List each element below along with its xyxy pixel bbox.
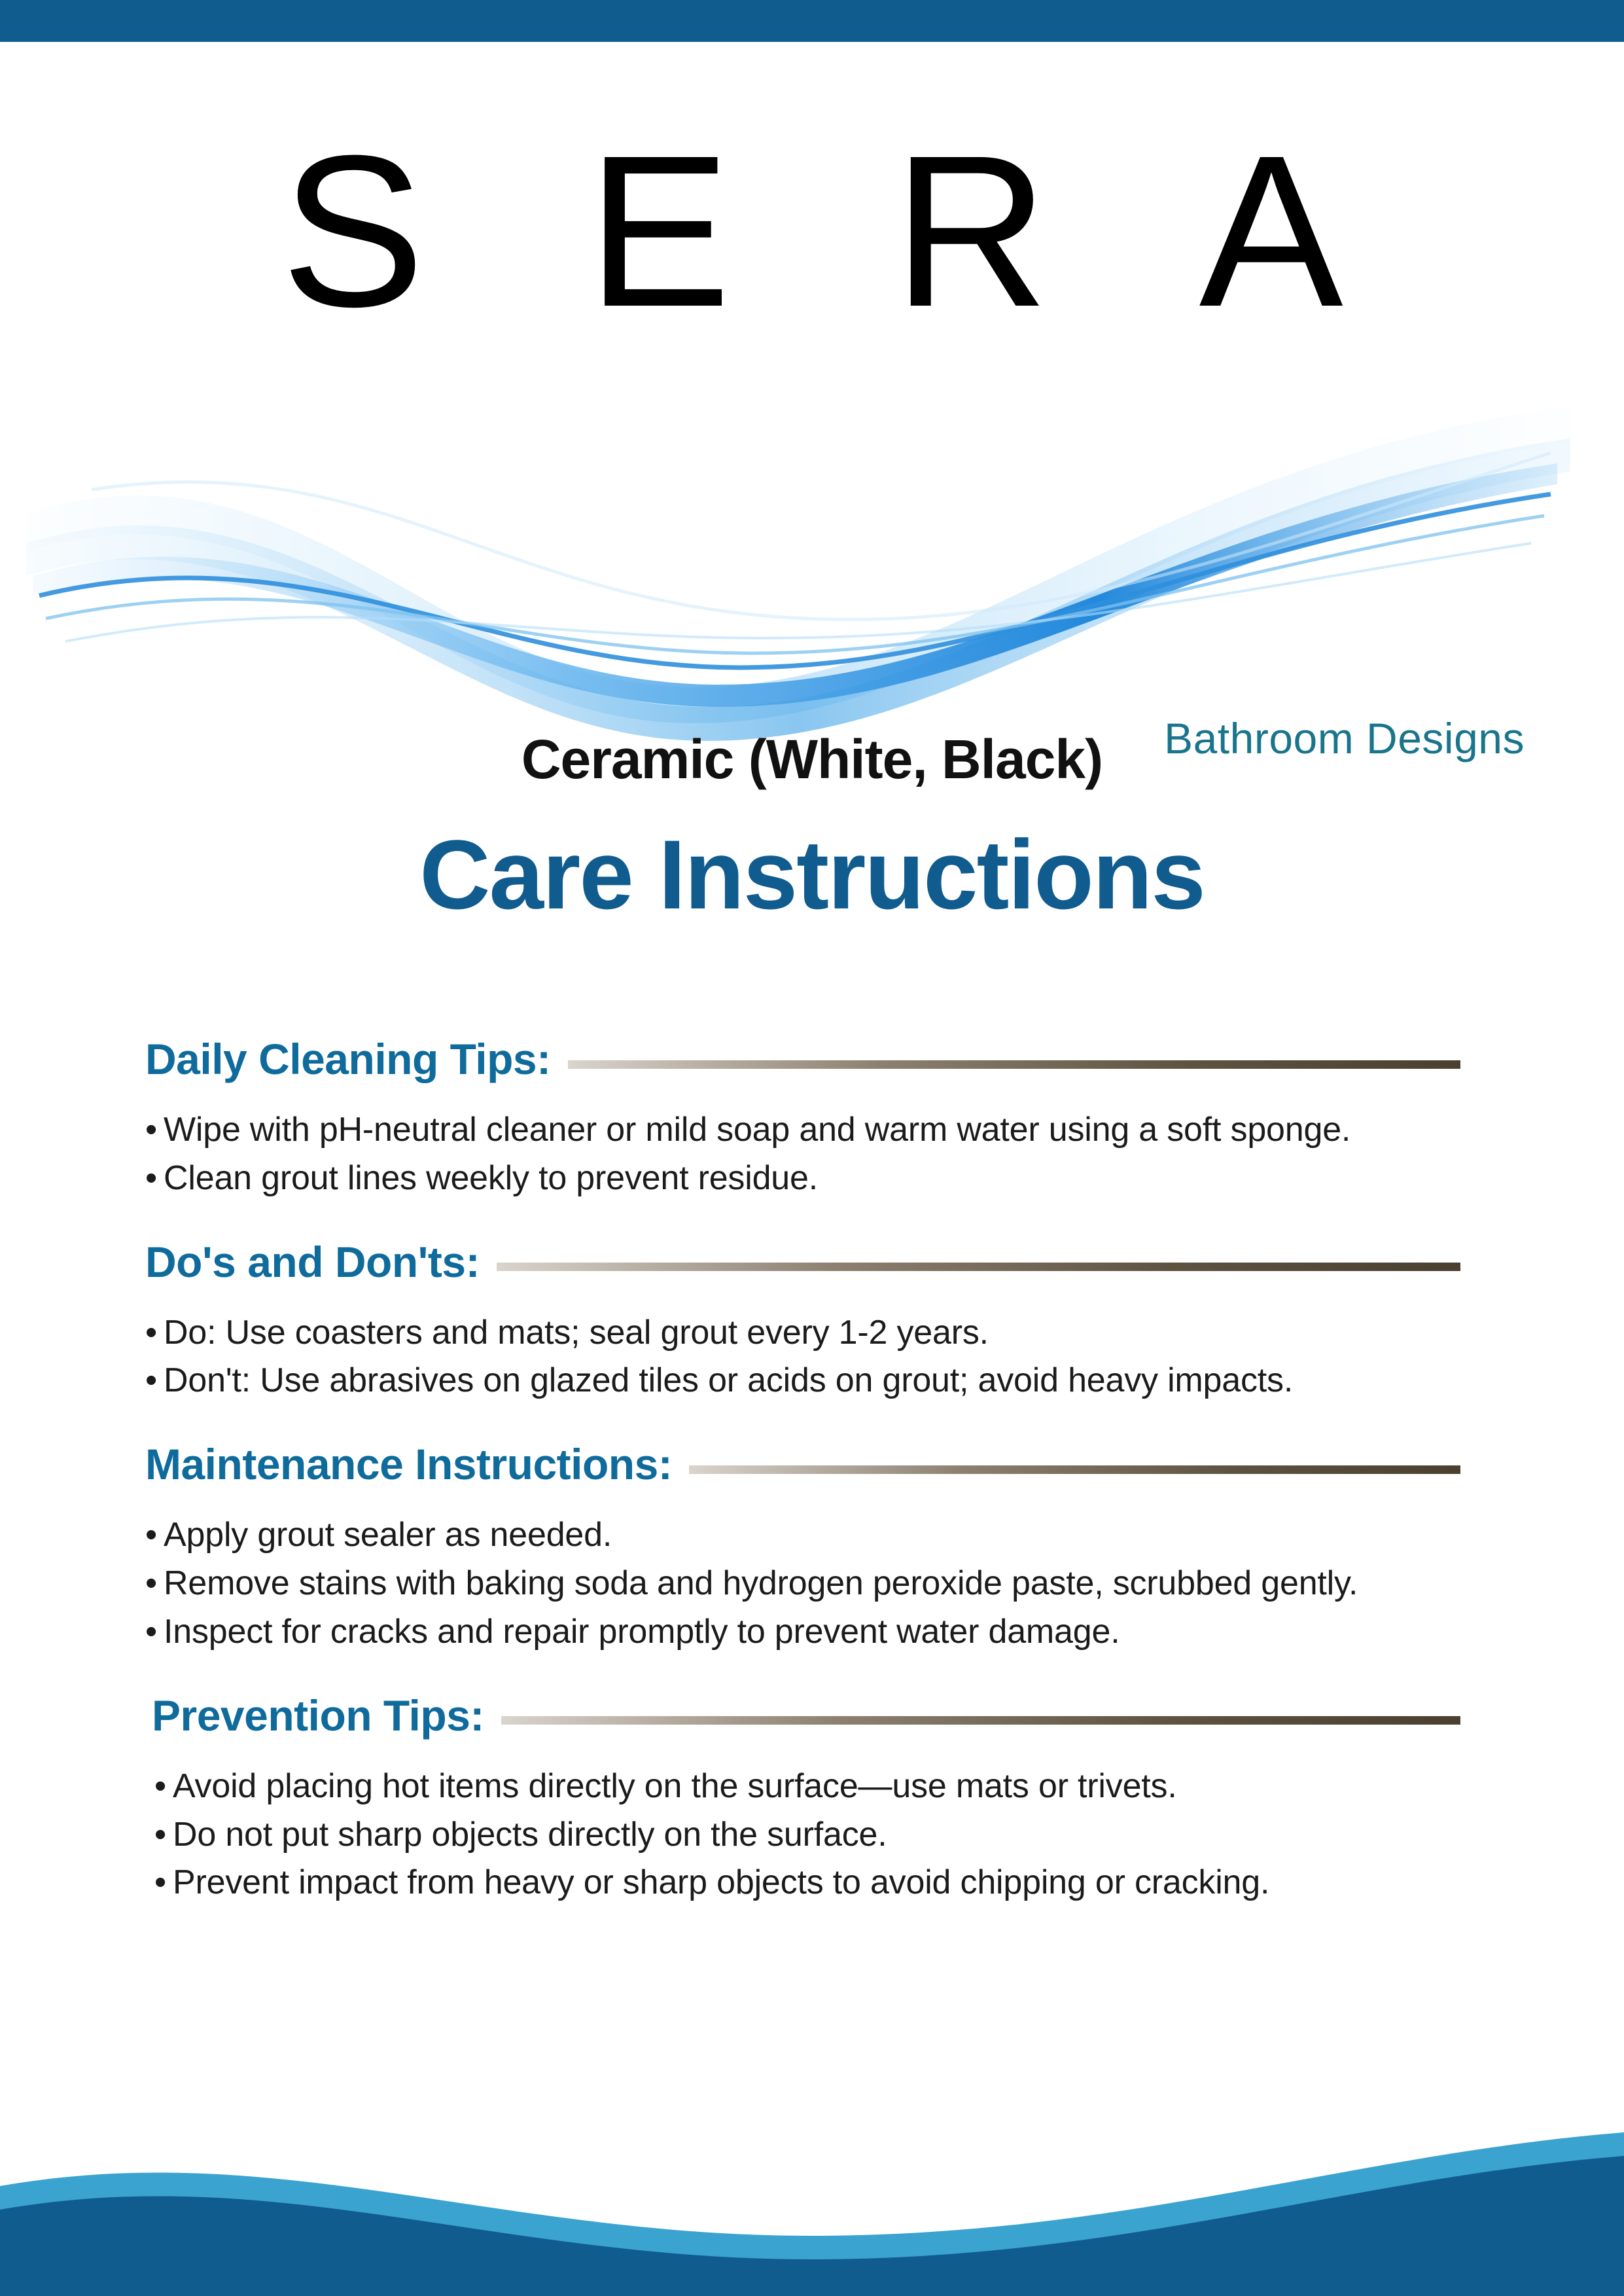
section-divider (501, 1716, 1460, 1725)
list-item-text: Do: Use coasters and mats; seal grout every 1-2 years. (164, 1313, 989, 1352)
list-item-text: Don't: Use abrasives on glazed tiles or acids on grout; avoid heavy impacts. (164, 1361, 1294, 1400)
brand-logo-text: S E R A (281, 110, 1394, 351)
section-body (0, 1106, 1624, 1203)
list-item-text: Wipe with pH-neutral cleaner or mild soap and warm water using a soft sponge. (164, 1111, 1351, 1149)
list-item-text: Do not put sharp objects directly on the surface. (173, 1815, 887, 1854)
section-title: Prevention Tips: (152, 1691, 484, 1740)
section-divider (568, 1060, 1460, 1069)
list-item (145, 1309, 1506, 1357)
section-dos-and-donts (0, 1237, 1624, 1406)
section-body (0, 1763, 1624, 1907)
list-item (145, 1357, 1506, 1405)
bullet-icon: • (145, 1111, 158, 1149)
wave-graphic (26, 380, 1570, 746)
list-item (145, 1560, 1506, 1608)
section-title: Daily Cleaning Tips: (145, 1035, 551, 1083)
list-item-text: Clean grout lines weekly to prevent residue. (164, 1158, 818, 1197)
section-title: Do's and Don'ts: (145, 1237, 480, 1286)
list-item (145, 1511, 1506, 1560)
section-header (0, 1237, 1624, 1287)
list-item (145, 1155, 1506, 1203)
list-item (154, 1859, 1506, 1907)
section-daily-cleaning-tips (0, 1034, 1624, 1203)
page-title: Care Instructions (419, 819, 1205, 929)
brand-tagline: Bathroom Designs (1164, 714, 1525, 762)
list-item-text: Apply grout sealer as needed. (164, 1516, 612, 1554)
sections-container (0, 1034, 1624, 1941)
list-item-text: Inspect for cracks and repair promptly to prevent water damage. (164, 1612, 1120, 1651)
section-body (0, 1511, 1624, 1656)
section-header (0, 1691, 1624, 1740)
section-header (0, 1439, 1624, 1489)
list-item (145, 1106, 1506, 1155)
bottom-wave-band (0, 2126, 1624, 2296)
bullet-icon: • (145, 1564, 158, 1603)
list-item-text: Prevent impact from heavy or sharp objects to avoid chipping or cracking. (173, 1863, 1270, 1902)
bullet-icon: • (145, 1516, 158, 1554)
section-maintenance-instructions (0, 1439, 1624, 1656)
bullet-icon: • (145, 1612, 158, 1651)
list-item (154, 1811, 1506, 1859)
section-body (0, 1309, 1624, 1406)
bullet-icon: • (154, 1815, 167, 1854)
list-item (145, 1608, 1506, 1657)
list-item-text: Avoid placing hot items directly on the surface—use mats or trivets. (173, 1767, 1177, 1805)
bullet-icon: • (145, 1158, 158, 1197)
bullet-icon: • (145, 1313, 158, 1352)
list-item (154, 1763, 1506, 1811)
section-prevention-tips (0, 1691, 1624, 1907)
bullet-icon: • (154, 1863, 167, 1902)
top-accent-bar (0, 0, 1624, 42)
list-item-text: Remove stains with baking soda and hydrogen peroxide paste, scrubbed gently. (164, 1564, 1358, 1603)
product-subtitle: Ceramic (White, Black) (521, 728, 1103, 790)
section-header (0, 1034, 1624, 1084)
section-divider (689, 1465, 1460, 1474)
section-title: Maintenance Instructions: (145, 1440, 673, 1489)
bullet-icon: • (145, 1361, 158, 1400)
section-divider (497, 1263, 1460, 1271)
bullet-icon: • (154, 1767, 167, 1805)
